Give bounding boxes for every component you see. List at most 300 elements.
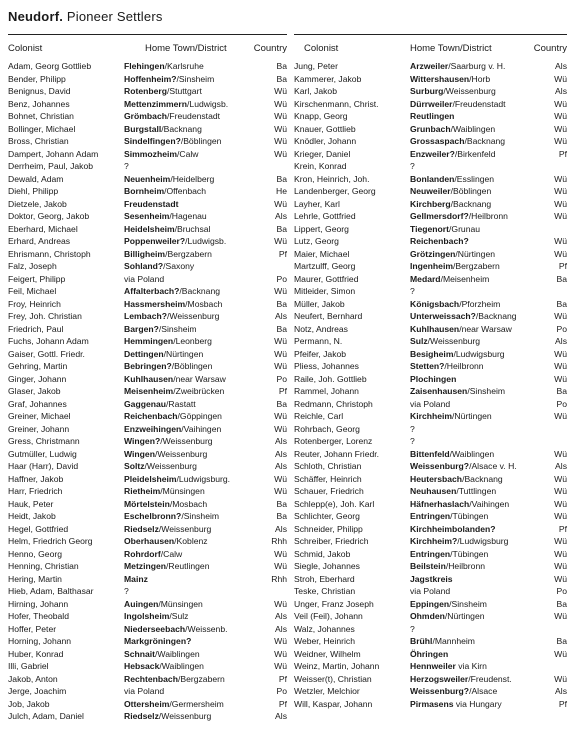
settler-row: [8, 323, 287, 336]
settler-row: [8, 535, 287, 548]
colonist-name: Stroh, Eberhard: [294, 573, 355, 584]
home-town-district: [410, 673, 512, 686]
settler-row: [294, 98, 567, 111]
country-code: Wü: [554, 98, 567, 109]
home-town: Besigheim: [410, 348, 454, 359]
home-town-district: [410, 60, 505, 73]
district: /Sinsheim: [176, 73, 215, 84]
home-town: Schnait: [124, 648, 156, 659]
district: /Heidelberg: [170, 173, 215, 184]
district: ?: [410, 423, 415, 434]
colonist-name: Job, Jakob: [8, 698, 50, 709]
home-town: Bebringen?: [124, 361, 172, 371]
district: ?: [410, 286, 415, 296]
home-town: Hemmingen: [124, 336, 174, 346]
home-town: Gellmersdorf?: [410, 211, 469, 221]
country-code: Wü: [554, 186, 567, 196]
home-town: Kirchheimbolanden?: [410, 523, 496, 534]
home-town-district: [410, 223, 480, 236]
home-town: Königsbach: [410, 298, 460, 309]
colonist-name: Maurer, Gottfried: [294, 273, 359, 284]
country-code: Als: [275, 523, 287, 534]
home-town: Hassmersheim: [124, 298, 186, 309]
home-town: Dürrweiler: [410, 98, 453, 109]
settler-row: [294, 185, 567, 198]
district: /Ludwigsburg.: [176, 473, 231, 484]
district: /Stuttgart: [166, 86, 202, 96]
settler-row: [8, 85, 287, 98]
country-code: He: [276, 186, 287, 196]
colonist-name: Weisser(t), Christian: [294, 673, 372, 684]
home-town: Billigheim: [124, 248, 166, 259]
home-town-district: [124, 210, 207, 223]
home-town-district: [124, 560, 210, 573]
settler-row: [294, 435, 567, 448]
home-town: Flehingen: [124, 61, 165, 71]
colonist-name: Schmid, Jakob: [294, 548, 351, 559]
district: /Waiblingen: [155, 648, 200, 659]
district: /Bergzabern: [452, 261, 500, 271]
district: /Vaihingen: [469, 498, 510, 509]
home-town: Metzingen: [124, 561, 167, 571]
district: /Koblenz: [174, 536, 208, 546]
home-town-district: [124, 460, 197, 473]
district: /near Warsaw: [459, 323, 512, 334]
settler-row: [8, 598, 287, 611]
colonist-name: Julch, Adam, Daniel: [8, 711, 84, 721]
country-code: Als: [555, 86, 567, 96]
district: /Backnang: [464, 136, 506, 146]
settler-row: [8, 560, 287, 573]
home-town-district: [410, 185, 491, 198]
settler-row: [294, 198, 567, 211]
home-town-district: [410, 110, 454, 123]
colonist-header: Colonist: [304, 43, 339, 54]
colonist-name: Kammerer, Jakob: [294, 73, 362, 84]
country-code: Wü: [554, 111, 567, 121]
country-code: Wü: [274, 136, 287, 146]
home-town-district: [124, 498, 207, 511]
country-code: Ba: [276, 173, 287, 184]
settler-row: [294, 598, 567, 611]
home-town-district: [410, 460, 517, 473]
settler-row: [8, 385, 287, 398]
country-code: Wü: [554, 348, 567, 359]
colonist-name: Schäffer, Heinrich: [294, 473, 362, 484]
colonist-name: Schreiber, Friedrich: [294, 536, 369, 546]
district: /Nürtingen: [452, 411, 492, 421]
home-town-district: [410, 635, 475, 648]
district: /Sinsheim: [158, 323, 197, 334]
colonist-name: Schloth, Christian: [294, 461, 362, 471]
home-town-district: [410, 373, 456, 386]
colonist-name: Maier, Michael: [294, 248, 350, 259]
country-code: Po: [276, 686, 287, 696]
country-code: Wü: [554, 536, 567, 546]
home-town: Rechtenbach: [124, 673, 178, 684]
district: /Böblingen: [450, 186, 492, 196]
country-code: Wü: [554, 373, 567, 384]
district: /Nürtingen: [163, 348, 204, 359]
home-town-district: [124, 110, 220, 123]
home-town: Entringen: [410, 548, 451, 559]
colonist-name: Eberhard, Michael: [8, 223, 78, 234]
colonist-name: Schlichter, Georg: [294, 511, 360, 521]
district: via Poland: [124, 686, 165, 696]
district: /Horb: [469, 73, 491, 84]
home-header: Home Town/District: [145, 43, 227, 54]
country-code: Pf: [558, 523, 567, 534]
colonist-name: Frey, Joh. Christian: [8, 311, 82, 321]
country-code: Als: [275, 611, 287, 621]
district: /Sinsheim: [449, 598, 487, 609]
home-town-district: [410, 285, 415, 298]
home-town: Riedselz: [124, 711, 159, 721]
country-code: Pf: [558, 148, 567, 159]
home-town: Mettenzimmern: [124, 98, 188, 109]
settler-row: [8, 273, 287, 286]
district: /Calw: [160, 548, 183, 559]
title-rule-right: [294, 34, 567, 35]
colonist-name: Froy, Heinrich: [8, 298, 61, 309]
district: /Heilbronn: [445, 561, 485, 571]
settler-row: [294, 123, 567, 136]
settler-row: [294, 548, 567, 561]
home-town-district: [410, 423, 415, 436]
district: via Hungary: [453, 698, 502, 709]
country-code: Als: [275, 711, 287, 721]
country-code: Wü: [274, 636, 287, 646]
settler-row: [294, 285, 567, 298]
colonist-name: Weidner, Wilhelm: [294, 648, 361, 659]
home-town: Kirchheim?: [410, 536, 458, 546]
settler-row: [294, 485, 567, 498]
left-column: [8, 40, 287, 723]
district: /Backnang: [475, 311, 517, 321]
settler-row: [8, 148, 287, 161]
country-code: Wü: [274, 236, 287, 246]
home-town: Sesenheim: [124, 211, 170, 221]
country-code: Ba: [556, 636, 567, 646]
colonist-header: Colonist: [8, 43, 43, 54]
district: /Saxony: [163, 261, 195, 271]
colonist-name: Hauk, Peter: [8, 498, 54, 509]
colonist-name: Lutz, Georg: [294, 236, 339, 246]
colonist-name: Siegle, Johannes: [294, 561, 360, 571]
home-town: Zaisenhausen: [410, 386, 468, 396]
country-code: Als: [555, 61, 567, 71]
colonist-name: Permann, N.: [294, 336, 343, 346]
colonist-name: Haar (Harr), David: [8, 461, 79, 471]
home-town: Auingen: [124, 598, 159, 609]
home-town-district: [124, 235, 226, 248]
settler-row: [294, 348, 567, 361]
settler-row: [294, 323, 567, 336]
district: /Weissenburg: [144, 461, 197, 471]
title-rest: Pioneer Settlers: [63, 9, 163, 24]
colonist-name: Rohrbach, Georg: [294, 423, 360, 434]
district: /Rastatt: [166, 398, 196, 409]
district: /Nürtingen: [444, 611, 485, 621]
country-code: Rhh: [271, 573, 287, 584]
country-code: Po: [276, 273, 287, 284]
district: ?: [124, 586, 129, 596]
district: /Ludwigsb.: [185, 236, 227, 246]
district: /Esslingen: [454, 173, 495, 184]
country-code: Pf: [278, 386, 287, 396]
home-town: Heidelsheim: [124, 223, 175, 234]
country-code: Wü: [554, 411, 567, 421]
settler-row: [294, 310, 567, 323]
country-header: Country: [533, 43, 567, 54]
colonist-name: Krein, Konrad: [294, 161, 347, 171]
home-town: Bittenfeld: [410, 448, 450, 459]
colonist-name: Reuter, Johann Friedr.: [294, 448, 380, 459]
colonist-name: Helm, Friedrich Georg: [8, 536, 93, 546]
colonist-name: Reichle, Carl: [294, 411, 344, 421]
settler-row: [8, 660, 287, 673]
home-town: Ottersheim: [124, 698, 170, 709]
home-town-district: [410, 435, 415, 448]
home-town-district: [124, 198, 178, 211]
district: /Grunau: [449, 223, 481, 234]
left-row-list: [8, 60, 287, 723]
home-town-district: [410, 323, 512, 336]
home-town: Eschelbronn?: [124, 511, 182, 521]
country-code: Po: [556, 323, 567, 334]
home-town-district: [124, 148, 199, 161]
settler-row: [294, 498, 567, 511]
colonist-name: Schauer, Friedrich: [294, 486, 364, 496]
colonist-name: Benz, Johannes: [8, 98, 70, 109]
colonist-name: Hegel, Gottfried: [8, 523, 69, 534]
colonist-name: Dampert, Johann Adam: [8, 148, 99, 159]
district: /Weissenburg: [443, 86, 496, 96]
country-code: Ba: [276, 61, 287, 71]
country-code: Wü: [554, 498, 567, 509]
district: /Leonberg: [173, 336, 212, 346]
country-code: Als: [275, 461, 287, 471]
colonist-name: Friedrich, Paul: [8, 323, 64, 334]
country-code: Wü: [274, 648, 287, 659]
district: /Göppingen: [177, 411, 222, 421]
district: /Sinsheim: [467, 386, 506, 396]
home-town-district: [124, 335, 212, 348]
settler-row: [294, 685, 567, 698]
settler-row: [8, 498, 287, 511]
district: via Poland: [124, 273, 165, 284]
settler-row: [8, 310, 287, 323]
settler-row: [294, 660, 567, 673]
colonist-name: Henning, Christian: [8, 561, 79, 571]
home-town: Burgstall: [124, 123, 162, 134]
colonist-name: Fuchs, Johann Adam: [8, 336, 89, 346]
home-town-district: [124, 223, 210, 236]
country-code: Po: [276, 373, 287, 384]
district: /Reutlingen: [166, 561, 210, 571]
district: /Böblingen: [180, 136, 222, 146]
colonist-name: Redmann, Christoph: [294, 398, 373, 409]
colonist-name: Haffner, Jakob: [8, 473, 64, 484]
colonist-name: Gaiser, Gottl. Friedr.: [8, 348, 85, 359]
settler-row: [8, 348, 287, 361]
home-town: Grossaspach: [410, 136, 465, 146]
colonist-name: Gress, Christmann: [8, 436, 80, 446]
country-code: Wü: [554, 448, 567, 459]
settler-row: [294, 585, 567, 598]
district: /Pforzheim: [459, 298, 501, 309]
home-town-district: [410, 510, 488, 523]
district: /Münsingen: [158, 598, 203, 609]
country-code: Wü: [554, 673, 567, 684]
settler-row: [294, 698, 567, 711]
colonist-name: Kirschenmann, Christ.: [294, 98, 379, 109]
district: /Mannheim: [432, 636, 475, 646]
right-row-list: [294, 60, 567, 710]
home-town-district: [124, 160, 129, 173]
country-code: Wü: [274, 286, 287, 296]
country-code: Ba: [276, 323, 287, 334]
home-town: Arzweiler: [410, 61, 449, 71]
settler-row: [8, 635, 287, 648]
home-town: Wingen: [124, 448, 155, 459]
home-town-district: [410, 98, 506, 111]
colonist-name: Huber, Konrad: [8, 648, 64, 659]
settler-row: [294, 423, 567, 436]
home-town-district: [124, 410, 222, 423]
settler-row: [8, 448, 287, 461]
settler-row: [8, 235, 287, 248]
country-code: Ba: [276, 73, 287, 84]
district: /Tübingen: [450, 511, 489, 521]
country-code: Wü: [554, 361, 567, 371]
home-town: Herzogsweiler: [410, 673, 469, 684]
colonist-name: Schlepp(e), Joh. Karl: [294, 498, 375, 509]
settler-row: [8, 123, 287, 136]
colonist-name: Doktor, Georg, Jakob: [8, 211, 90, 221]
country-code: Wü: [554, 573, 567, 584]
district: /Backnang: [161, 123, 202, 134]
home-town: Heutersbach: [410, 473, 463, 484]
district: /Bergzabern: [177, 673, 225, 684]
country-code: Ba: [556, 386, 567, 396]
country-code: Wü: [554, 136, 567, 146]
settler-row: [8, 160, 287, 173]
colonist-name: Gutmüller, Ludwig: [8, 448, 77, 459]
district: via Kirn: [455, 661, 487, 671]
home-town-district: [410, 698, 502, 711]
country-code: Wü: [274, 548, 287, 559]
country-code: Wü: [274, 486, 287, 496]
country-code: Wü: [554, 248, 567, 259]
country-code: Ba: [276, 498, 287, 509]
home-town: Niederseebach: [124, 623, 186, 634]
colonist-name: Rotenberger, Lorenz: [294, 436, 373, 446]
country-code: Als: [555, 336, 567, 346]
district: /Hagenau: [169, 211, 207, 221]
district: /Ludwigsb.: [187, 98, 229, 109]
district: /Vaihingen: [181, 423, 222, 434]
district: ?: [124, 161, 129, 171]
district: /Karlsruhe: [164, 61, 204, 71]
home-town: Weissenburg?: [410, 686, 470, 696]
home-town: Mainz: [124, 573, 148, 584]
home-town-district: [124, 73, 214, 86]
home-town: Markgröningen?: [124, 636, 192, 646]
home-town-district: [410, 148, 496, 161]
home-town: Soltz: [124, 461, 145, 471]
district: /Waiblingen: [450, 123, 496, 134]
district: /Bruchsal: [174, 223, 211, 234]
home-town-district: [124, 85, 202, 98]
district: /Alsace v. H.: [469, 461, 517, 471]
district: ?: [410, 161, 415, 171]
country-code: Ba: [556, 298, 567, 309]
home-town: Enzweiler?: [410, 148, 455, 159]
home-town: Kirchberg: [410, 198, 451, 209]
colonist-name: Landenberger, Georg: [294, 186, 376, 196]
colonist-name: Horning, Johann: [8, 636, 72, 646]
settler-row: [8, 373, 287, 386]
colonist-name: Notz, Andreas: [294, 323, 348, 334]
home-town: Bonlanden: [410, 173, 455, 184]
home-town-district: [410, 298, 500, 311]
district: /Sulz: [169, 611, 189, 621]
district: /Birkenfeld: [454, 148, 496, 159]
settler-row: [294, 385, 567, 398]
home-town-district: [124, 448, 207, 461]
home-town-district: [124, 673, 225, 686]
colonist-name: Müller, Jakob: [294, 298, 345, 309]
home-town: Reichenbach?: [410, 236, 469, 246]
settler-row: [8, 548, 287, 561]
settler-row: [294, 273, 567, 286]
country-code: Ba: [276, 298, 287, 309]
colonist-name: Feigert, Philipp: [8, 273, 66, 284]
country-code: Wü: [554, 211, 567, 221]
home-town: Rotenberg: [124, 86, 167, 96]
home-town-district: [124, 685, 164, 698]
settler-row: [8, 685, 287, 698]
settler-row: [8, 623, 287, 636]
country-code: Wü: [274, 348, 287, 359]
home-town: Meisenheim: [124, 386, 174, 396]
home-town-district: [124, 385, 224, 398]
home-town: Sohland?: [124, 261, 164, 271]
home-town: Kirchheim: [410, 411, 453, 421]
country-code: Wü: [554, 473, 567, 484]
home-town: Bornheim: [124, 186, 165, 196]
settler-row: [8, 460, 287, 473]
country-code: Pf: [278, 673, 287, 684]
colonist-name: Adam, Georg Gottlieb: [8, 61, 92, 71]
district: via Poland: [410, 398, 451, 409]
country-code: Wü: [274, 598, 287, 609]
settler-row: [294, 110, 567, 123]
settler-row: [8, 360, 287, 373]
home-town: Beilstein: [410, 561, 446, 571]
settler-row: [8, 573, 287, 586]
colonist-name: Walz, Johannes: [294, 623, 355, 634]
home-town-district: [124, 435, 213, 448]
colonist-name: Hoffer, Peter: [8, 623, 57, 634]
home-town: Sindelfingen?: [124, 136, 181, 146]
settler-row: [294, 260, 567, 273]
district: /Weissenburg: [160, 436, 213, 446]
home-town-district: [410, 198, 491, 211]
country-header: Country: [253, 43, 287, 54]
district: /near Warsaw: [173, 373, 226, 384]
